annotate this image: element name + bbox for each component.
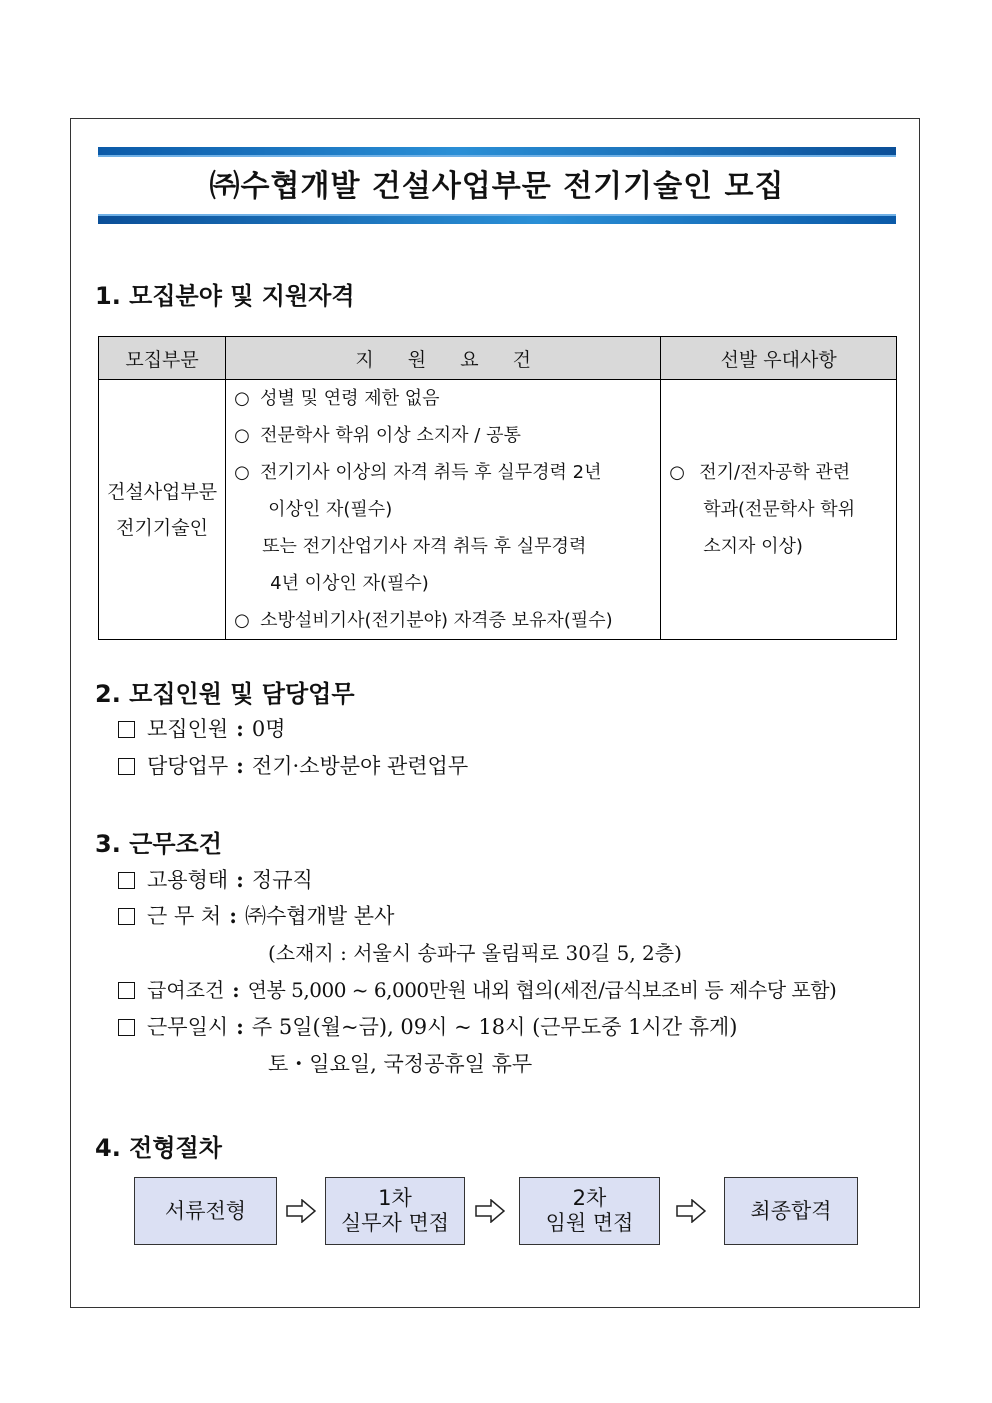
list-item <box>118 975 836 1005</box>
colon: : <box>236 1014 244 1039</box>
requirement-item <box>234 417 654 454</box>
colon: : <box>236 716 244 741</box>
requirement-continuation: 또는 전기산업기사 자격 취득 후 실무경력 <box>262 536 587 557</box>
requirement-item <box>234 602 654 639</box>
right-arrow-icon <box>475 1199 505 1223</box>
item-label: 근무일시 <box>147 1015 229 1039</box>
item-value: 전기·소방분야 관련업무 <box>251 754 469 778</box>
table-row <box>99 380 897 640</box>
checkbox-icon <box>118 982 135 999</box>
list-item <box>118 714 286 744</box>
item-label: 모집인원 <box>147 717 229 741</box>
preference-text: 전기/전자공학 관련 <box>699 462 851 483</box>
title-bar-bottom <box>98 216 896 224</box>
preference-item <box>669 454 890 491</box>
category-line: 전기기술인 <box>116 516 208 539</box>
circle-bullet-icon: ○ <box>234 610 250 631</box>
requirements-table <box>98 336 897 640</box>
requirement-text: 전문학사 학위 이상 소지자 / 공통 <box>260 425 521 446</box>
requirement-text: 전기기사 이상의 자격 취득 후 실무경력 2년 <box>260 462 602 483</box>
item-value: 0명 <box>251 717 286 741</box>
checkbox-icon <box>118 1019 135 1036</box>
section2-heading: 2. 모집인원 및 담당업무 <box>95 680 355 708</box>
checkbox-icon <box>118 872 135 889</box>
header-requirements: 지 원 요 건 <box>226 337 661 380</box>
right-arrow-icon <box>286 1199 316 1223</box>
step-line: 임원 면접 <box>545 1211 634 1235</box>
list-item <box>118 865 313 895</box>
title-bar-top <box>98 147 896 155</box>
list-item <box>118 751 468 781</box>
colon: : <box>229 903 237 928</box>
requirement-continuation: 이상인 자(필수) <box>268 499 393 520</box>
category-cell <box>99 380 226 640</box>
section3-heading: 3. 근무조건 <box>95 830 222 858</box>
step-line: 서류전형 <box>164 1198 247 1223</box>
requirement-continuation: 4년 이상인 자(필수) <box>270 573 429 594</box>
title-bar-top-accent <box>98 155 896 157</box>
item-value: 연봉 5,000 ~ 6,000만원 내외 협의(세전/급식보조비 등 제수당 포함) <box>247 978 837 1002</box>
process-step <box>724 1177 858 1245</box>
page-title: ㈜수협개발 건설사업부문 전기기술인 모집 <box>209 169 785 204</box>
table-header-row <box>99 337 897 380</box>
header-category: 모집부문 <box>99 337 226 380</box>
right-arrow-icon <box>676 1199 706 1223</box>
item-value: 주 5일(월~금), 09시 ~ 18시 (근무도중 1시간 휴게) <box>251 1015 738 1039</box>
checkbox-icon <box>118 908 135 925</box>
requirement-item <box>234 380 654 417</box>
preference-continuation: 소지자 이상) <box>703 536 803 557</box>
requirement-text: 소방설비기사(전기분야) 자격증 보유자(필수) <box>260 610 613 631</box>
section1-heading: 1. 모집분야 및 지원자격 <box>95 282 355 310</box>
step-line: 최종합격 <box>750 1198 832 1223</box>
holiday-note: 토・일요일, 국정공휴일 휴무 <box>268 1052 533 1076</box>
item-value: 정규직 <box>251 868 313 892</box>
location-note: (소재지 : 서울시 송파구 올림픽로 30길 5, 2층) <box>268 941 682 965</box>
process-step <box>134 1177 277 1245</box>
requirements-cell <box>226 380 661 640</box>
process-step <box>519 1177 660 1245</box>
circle-bullet-icon: ○ <box>234 425 250 446</box>
circle-bullet-icon: ○ <box>234 462 250 483</box>
colon: : <box>236 753 244 778</box>
colon: : <box>232 978 240 1002</box>
item-label: 담당업무 <box>147 754 229 778</box>
preference-continuation: 학과(전문학사 학위 <box>703 499 856 520</box>
step-line: 실무자 면접 <box>340 1211 450 1235</box>
step-line: 2차 <box>572 1186 607 1210</box>
requirement-item <box>234 454 654 491</box>
checkbox-icon <box>118 758 135 775</box>
circle-bullet-icon: ○ <box>234 388 250 409</box>
checkbox-icon <box>118 721 135 738</box>
item-label: 고용형태 <box>147 868 229 892</box>
colon: : <box>236 867 244 892</box>
list-item <box>118 1012 737 1042</box>
header-preference: 선발 우대사항 <box>661 337 897 380</box>
step-line: 1차 <box>378 1186 412 1210</box>
list-item <box>118 901 394 931</box>
item-label: 근 무 처 <box>147 904 222 928</box>
item-label: 급여조건 <box>147 978 225 1002</box>
section4-heading: 4. 전형절차 <box>95 1134 222 1162</box>
requirement-text: 성별 및 연령 제한 없음 <box>260 388 440 409</box>
circle-bullet-icon: ○ <box>669 462 685 483</box>
process-step <box>325 1177 465 1245</box>
item-value: ㈜수협개발 본사 <box>244 904 395 928</box>
category-line: 건설사업부문 <box>107 480 218 503</box>
preference-cell <box>661 380 897 640</box>
